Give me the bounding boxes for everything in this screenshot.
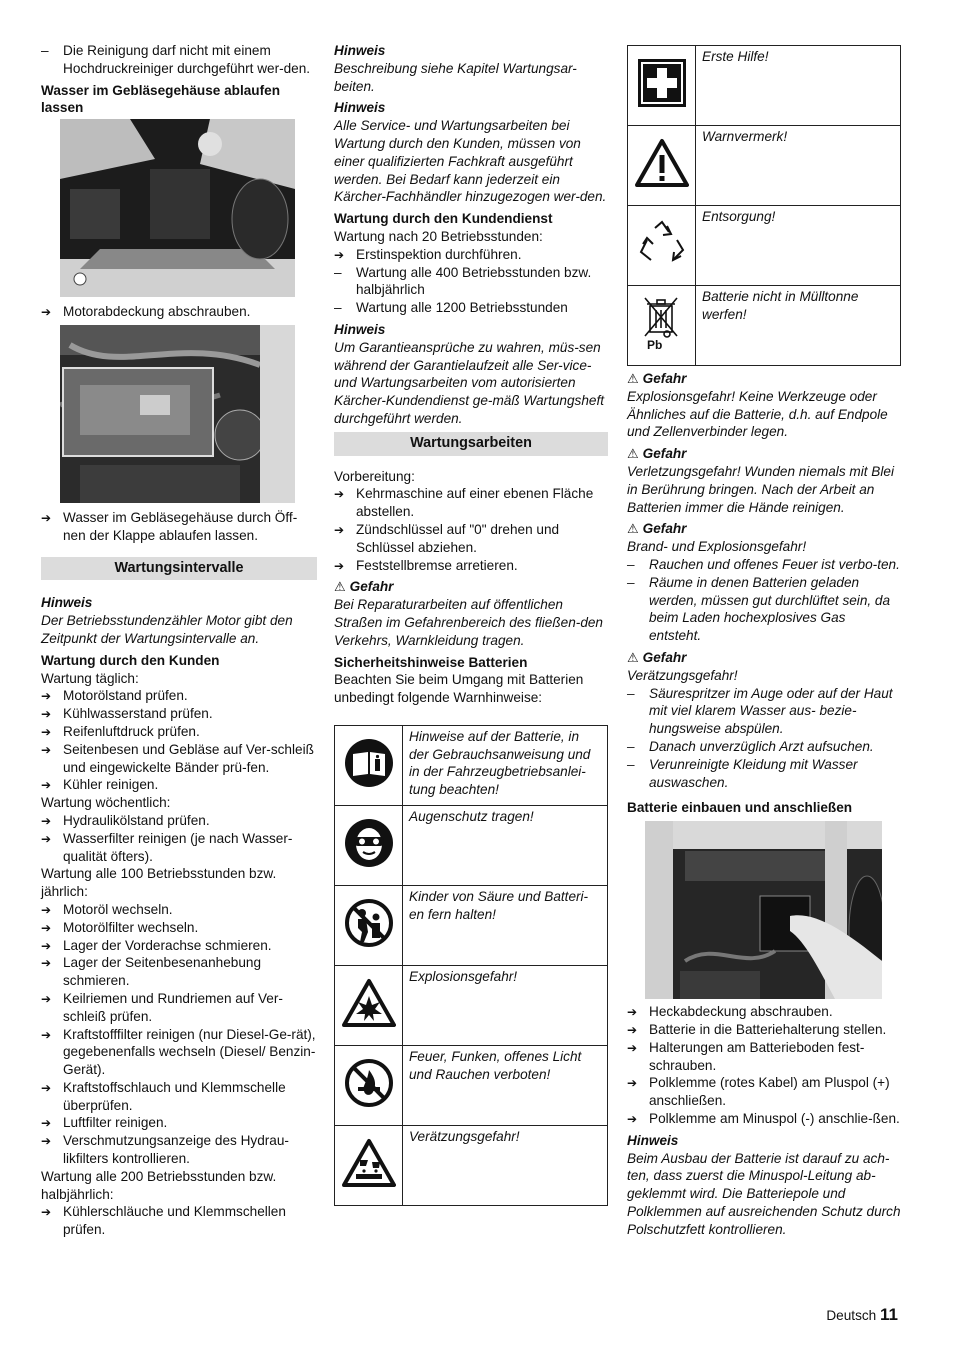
symbol-text: Warnvermerk!	[696, 126, 901, 206]
note-label: Hinweis	[334, 43, 386, 58]
symbol-text: Explosionsgefahr!	[403, 965, 608, 1045]
note-label: Hinweis	[334, 100, 386, 116]
first-aid-icon	[628, 46, 696, 126]
danger-text: Bei Reparaturarbeiten auf öffentlichen Straßen im Gefahrenbereich des fließen-den Verkehrs, Warnkleidung tragen.	[334, 597, 603, 648]
danger-label: ⚠ Gefahr	[627, 649, 687, 665]
daily-label: Wartung täglich:	[41, 670, 139, 686]
heading-drain-water: Wasser im Gebläsegehäuse ablaufen lassen	[41, 82, 280, 116]
table-row	[628, 126, 901, 206]
column-middle	[334, 42, 608, 1206]
warning-triangle-icon: ⚠	[627, 649, 639, 665]
table-row	[335, 725, 608, 805]
daily-list	[41, 687, 317, 794]
symbol-text: Erste Hilfe!	[696, 46, 901, 126]
table-row	[335, 805, 608, 885]
battery-symbol-table-2	[627, 45, 901, 366]
note-text: Der Betriebsstundenzähler Motor gibt den Zeitpunkt der Wartungsintervalle an.	[41, 613, 293, 646]
note-label: Hinweis	[334, 321, 386, 337]
page-footer	[826, 1306, 898, 1325]
symbol-text: Batterie nicht in Mülltonne werfen!	[696, 286, 901, 366]
note-text: Um Garantieansprüche zu wahren, müs-sen während der Garantielaufzeit alle Ser-vice- und Wartungsarbeiten vom autorisierten Kärcher-Kundendienst ge-mäß Wartungsheft durchgeführt werden.	[334, 339, 605, 426]
list-item: ➔ Lager der Seitenbesenanhebung schmieren.	[41, 954, 317, 990]
list-item: – Räume in denen Batterien geladen werden, müssen gut durchlüftet sein, da beim Laden hochexplosives Gas entsteht.	[627, 574, 901, 645]
corrosive-icon	[335, 1125, 403, 1205]
list-item: ➔ Heckabdeckung abschrauben.	[627, 1003, 901, 1021]
symbol-text: Kinder von Säure und Batteri-en fern halten!	[403, 885, 608, 965]
pb-label: Pb	[646, 338, 662, 353]
list-item: – Wartung alle 400 Betriebsstunden bzw. halbjährlich	[334, 264, 608, 300]
list-item: ➔ Seitenbesen und Gebläse auf Ver-schleiß und eingewickelte Bänder prü-fen.	[41, 741, 317, 777]
h100-label: Wartung alle 100 Betriebsstunden bzw. jährlich:	[41, 866, 277, 900]
danger-text: Explosionsgefahr! Keine Werkzeuge oder Ähnliches auf die Batterie, d.h. auf Endpole und Zellenverbinder legen.	[627, 388, 888, 440]
recycle-icon	[628, 206, 696, 286]
note-text: Beschreibung siehe Kapitel Wartungsar-beiten.	[334, 60, 577, 94]
table-row	[335, 1125, 608, 1205]
no-fire-icon	[335, 1045, 403, 1125]
photo-battery-install	[645, 821, 882, 999]
list-item: ➔ Kühlwasserstand prüfen.	[41, 705, 317, 723]
list-item: ➔ Lager der Vorderachse schmieren.	[41, 937, 317, 955]
warning-triangle-icon: ⚠	[627, 521, 639, 537]
manual-icon	[335, 725, 403, 805]
danger-text: Verletzungsgefahr! Wunden niemals mit Blei in Berührung bringen. Nach der Arbeit an Batterien immer die Hände reinigen.	[627, 463, 894, 515]
battery-intro: Beachten Sie beim Umgang mit Batterien unbedingt folgende Warnhinweise:	[334, 672, 584, 706]
list-item: ➔ Polklemme (rotes Kabel) am Pluspol (+) anschließen.	[627, 1074, 901, 1110]
list-item: ➔ Verschmutzungsanzeige des Hydrau-likfilters kontrollieren.	[41, 1132, 317, 1168]
explosion-icon	[335, 965, 403, 1045]
note-label: Hinweis	[627, 1132, 679, 1148]
symbol-text: Feuer, Funken, offenes Licht und Rauchen verboten!	[403, 1045, 608, 1125]
danger-label: ⚠ Gefahr	[627, 521, 687, 537]
service-label: Wartung nach 20 Betriebsstunden:	[334, 228, 543, 244]
warning-icon	[628, 126, 696, 206]
heading-battery-install: Batterie einbauen und anschließen	[627, 800, 853, 816]
list-item: ➔ Kraftstofffilter reinigen (nur Diesel-Ge-rät), gegebenenfalls wechseln (Diesel/ Benzin-Gerät).	[41, 1026, 317, 1079]
list-item: – Säurespritzer im Auge oder auf der Haut mit viel klarem Wasser aus- bezie-hungsweise abspülen.	[627, 685, 901, 738]
section-title: Wartungsarbeiten	[334, 432, 608, 456]
list-item: ➔ Kehrmaschine auf einer ebenen Fläche abstellen.	[334, 485, 608, 521]
no-bin-icon	[628, 286, 696, 366]
note-text: Alle Service- und Wartungsarbeiten bei Wartung durch den Kunden, müssen von einer qualifizierten Fachkraft ausgeführt werden. Bei Bedarf kann jederzeit ein Kärcher-Fachhändler hinzugezogen wer-den.	[334, 118, 607, 205]
list-item: ➔ Polklemme am Minuspol (-) anschlie-ßen.	[627, 1110, 901, 1128]
list-item: ➔ Batterie in die Batteriehalterung stellen.	[627, 1021, 901, 1039]
weekly-label: Wartung wöchentlich:	[41, 795, 171, 811]
heading-service-maintenance: Wartung durch den Kundendienst	[334, 211, 553, 227]
list-item: ➔ Kühlerschläuche und Klemmschellen prüfen.	[41, 1203, 317, 1239]
list-item: ➔ Motoröl wechseln.	[41, 901, 317, 919]
list-item: ➔ Reifenluftdruck prüfen.	[41, 723, 317, 741]
list-item: ➔ Hydraulikölstand prüfen.	[41, 812, 317, 830]
warning-triangle-icon: ⚠	[627, 371, 639, 386]
list-item: ➔ Halterungen am Batterieboden fest-schrauben.	[627, 1039, 901, 1075]
page-number: 11	[880, 1305, 898, 1324]
danger-label: ⚠ Gefahr	[627, 446, 687, 462]
warning-triangle-icon: ⚠	[627, 446, 639, 462]
column-right	[627, 45, 901, 1238]
list-item: ➔ Motorölfilter wechseln.	[41, 919, 317, 937]
danger-text: Brand- und Explosionsgefahr!	[627, 539, 807, 555]
list-item: ➔ Luftfilter reinigen.	[41, 1114, 317, 1132]
prep-label: Vorbereitung:	[334, 468, 415, 484]
danger-text: Verätzungsgefahr!	[627, 667, 738, 683]
symbol-text: Entsorgung!	[696, 206, 901, 286]
table-row	[335, 965, 608, 1045]
table-row	[628, 286, 901, 366]
list-item: ➔ Feststellbremse arretieren.	[334, 557, 608, 575]
table-row	[628, 206, 901, 286]
warning-triangle-icon: ⚠	[334, 579, 346, 595]
goggles-icon	[335, 805, 403, 885]
table-row	[335, 885, 608, 965]
list-item: ➔ Keilriemen und Rundriemen auf Ver-schleiß prüfen.	[41, 990, 317, 1026]
list-item: – Wartung alle 1200 Betriebsstunden	[334, 299, 608, 317]
list-item: – Verunreinigte Kleidung mit Wasser auswaschen.	[627, 756, 901, 792]
note-label: Hinweis	[41, 595, 93, 611]
table-row	[335, 1045, 608, 1125]
list-item: ➔ Kühler reinigen.	[41, 776, 317, 794]
list-item: ➔ Zündschlüssel auf "0" drehen und Schlüssel abziehen.	[334, 521, 608, 557]
symbol-text: Verätzungsgefahr!	[403, 1125, 608, 1205]
battery-symbol-table	[334, 725, 608, 1206]
list-item: ➔ Erstinspektion durchführen.	[334, 246, 608, 264]
danger-label: ⚠ Gefahr	[334, 579, 394, 595]
list-item: ➔ Motorabdeckung abschrauben.	[41, 303, 317, 321]
symbol-text: Hinweise auf der Batterie, in der Gebrauchsanweisung und in der Fahrzeugbetriebsanlei-tung beachten!	[403, 725, 608, 805]
list-item: – Danach unverzüglich Arzt aufsuchen.	[627, 738, 901, 756]
photo-engine-compartment	[60, 325, 295, 503]
table-row	[628, 46, 901, 126]
h200-label: Wartung alle 200 Betriebsstunden bzw. halbjährlich:	[41, 1168, 277, 1202]
weekly-list	[41, 812, 317, 865]
list-item: ➔ Kraftstoffschlauch und Klemmschelle überprüfen.	[41, 1079, 317, 1115]
photo-blower-housing	[60, 119, 295, 297]
section-title: Wartungsintervalle	[41, 557, 317, 581]
danger-label: ⚠ Gefahr	[627, 371, 687, 386]
list-item: – Rauchen und offenes Feuer ist verbo-ten.	[627, 556, 901, 574]
list-item: ➔ Wasser im Gebläsegehäuse durch Öff-nen der Klappe ablaufen lassen.	[41, 509, 317, 545]
note-text: Beim Ausbau der Batterie ist darauf zu ach-ten, dass zuerst die Minuspol-Leitung ab-geklemmt wird. Die Batteriepole und Polklemmen auf ausreichenden Schutz durch Polschutzfett kontrollieren.	[627, 1150, 901, 1237]
column-left	[41, 42, 317, 1239]
no-children-icon	[335, 885, 403, 965]
h100-list	[41, 901, 317, 1168]
heading-customer-maintenance: Wartung durch den Kunden	[41, 652, 220, 668]
list-item: ➔ Motorölstand prüfen.	[41, 687, 317, 705]
list-item: – Die Reinigung darf nicht mit einem Hochdruckreiniger durchgeführt wer-den.	[41, 42, 317, 78]
footer-language: Deutsch	[826, 1308, 877, 1323]
symbol-text: Augenschutz tragen!	[403, 805, 608, 885]
heading-battery-safety: Sicherheitshinweise Batterien	[334, 654, 528, 670]
list-item: ➔ Wasserfilter reinigen (je nach Wasser-qualität öfters).	[41, 830, 317, 866]
